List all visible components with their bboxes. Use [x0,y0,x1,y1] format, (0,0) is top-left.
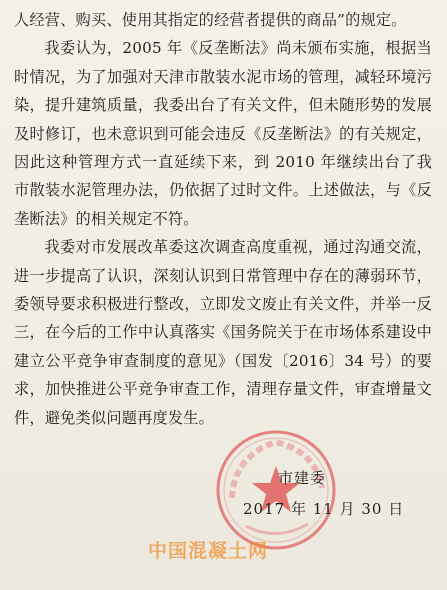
paragraph-1: 人经营、购买、使用其指定的经营者提供的商品”的规定。 [14,11,407,29]
watermark: 中国混凝土网 [148,540,269,562]
paragraph-2: 我委认为，2005 年《反垄断法》尚未颁布实施，根据当时情况，为了加强对天津市散装水泥市场的管理，减轻环境污染，提升建筑质量，我委出台了有关文件，但未随形势的发展及时修订，也未意识到可能会违反《反垄断法》的有关规定，因此这种管理方式一直延续下来，到 2010 年继续出台了我市散装水泥管理办法，仍依据了过时文件。上述做法，与《反垄断法》的相关规定不符。 [14,39,432,228]
signature-organization: 市建委 [278,469,327,487]
official-seal-icon [212,426,340,554]
signature-date: 2017 年 11 月 30 日 [243,500,405,518]
paragraph-3: 我委对市发展改革委这次调查高度重视，通过沟通交流，进一步提高了认识，深刻认识到日常管理中存在的薄弱环节，委领导要求积极进行整改，立即发文废止有关文件，并举一反三，在今后的工作中认真落实《国务院关于在市场体系建设中建立公平竞争审查制度的意见》（国发〔2016〕34 号）的要求，加快推进公平竞争审查工作，清理存量文件，审查增量文件，避免类似问题再度发生。 [14,238,432,427]
